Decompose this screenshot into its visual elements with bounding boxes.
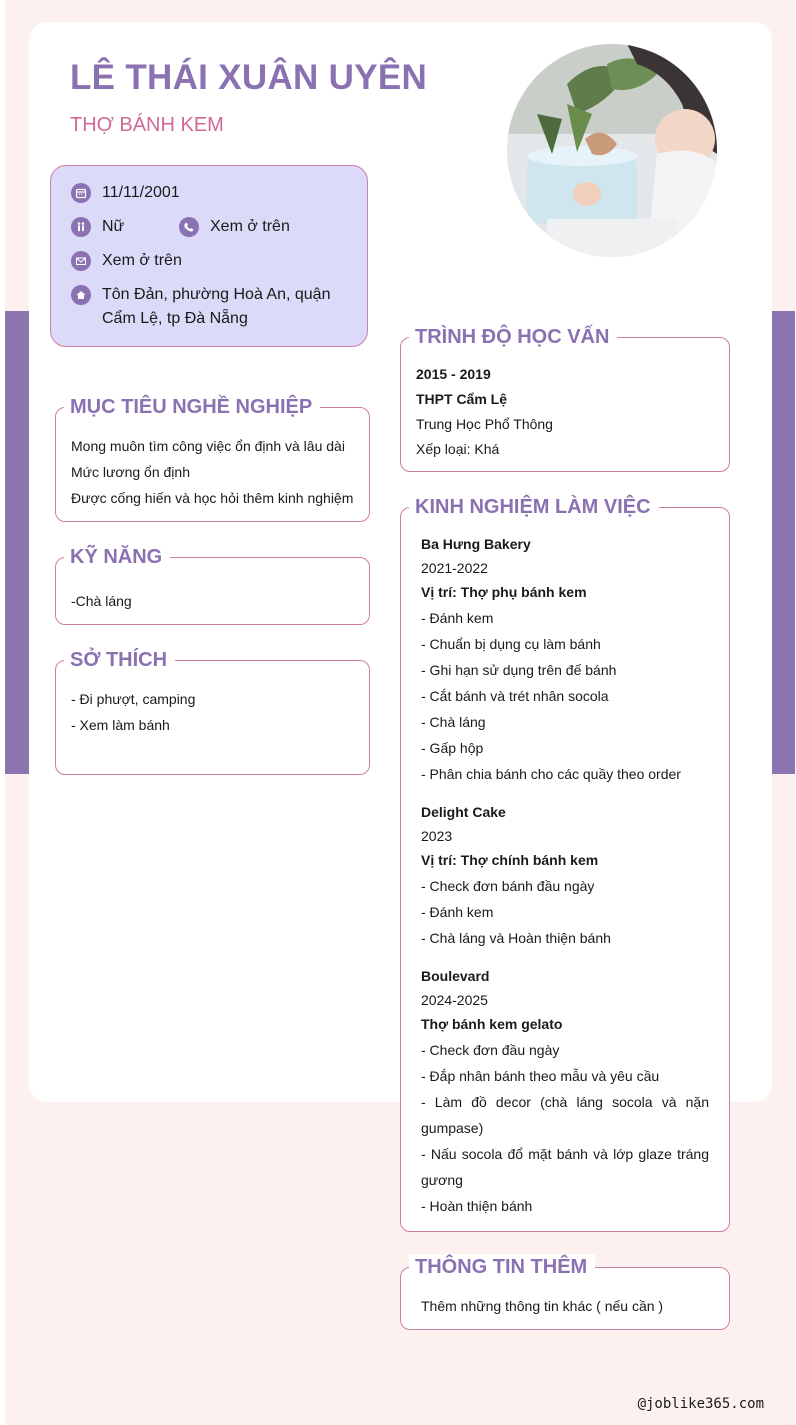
avatar bbox=[507, 44, 717, 257]
job-task: - Đắp nhân bánh theo mẫu và yêu cầu bbox=[421, 1068, 660, 1084]
job-position: Vị trí: Thợ chính bánh kem bbox=[421, 852, 599, 868]
objective-body bbox=[71, 433, 354, 511]
hobbies-title: SỞ THÍCH bbox=[64, 647, 175, 673]
job-task: - Nấu socola đổ mặt bánh và lớp glaze tráng gương bbox=[421, 1146, 709, 1188]
education-section bbox=[400, 326, 730, 472]
mail-icon bbox=[71, 251, 91, 271]
home-icon bbox=[71, 285, 91, 305]
hobbies-section bbox=[55, 649, 370, 775]
job-task: - Chà láng bbox=[421, 714, 486, 730]
gender-row bbox=[71, 215, 124, 239]
job-task: - Ghi hạn sử dụng trên đế bánh bbox=[421, 662, 617, 678]
experience-title: KINH NGHIỆM LÀM VIỆC bbox=[409, 494, 659, 520]
job-company: Delight Cake bbox=[421, 804, 506, 820]
job-task: - Phân chia bánh cho các quầy theo order bbox=[421, 766, 681, 782]
right-accent-band bbox=[772, 311, 795, 774]
job-position: Vị trí: Thợ phụ bánh kem bbox=[421, 584, 587, 600]
education-period: 2015 - 2019 bbox=[416, 366, 491, 382]
education-body bbox=[416, 362, 714, 462]
birthday-value: 11/11/2001 bbox=[102, 184, 180, 201]
contact-info-box bbox=[50, 165, 368, 347]
education-level: Trung Học Phổ Thông bbox=[416, 416, 553, 432]
job-entry bbox=[421, 532, 709, 787]
objective-section bbox=[55, 396, 370, 522]
experience-body bbox=[421, 532, 709, 1219]
phone-row bbox=[179, 215, 290, 239]
gender-icon bbox=[71, 217, 91, 237]
extra-info-section bbox=[400, 1256, 730, 1330]
skills-body bbox=[71, 588, 354, 614]
job-task: - Gấp hộp bbox=[421, 740, 484, 756]
calendar-icon bbox=[71, 183, 91, 203]
candidate-name: LÊ THÁI XUÂN UYÊN bbox=[70, 58, 428, 97]
job-task: - Hoàn thiện bánh bbox=[421, 1198, 533, 1214]
birthday-row bbox=[71, 181, 180, 205]
job-task: - Làm đồ decor (chà láng socola và nặn gumpase) bbox=[421, 1094, 709, 1136]
skills-title: KỸ NĂNG bbox=[64, 544, 170, 570]
education-grade: Xếp loại: Khá bbox=[416, 441, 500, 457]
objective-title: MỤC TIÊU NGHỀ NGHIỆP bbox=[64, 394, 320, 420]
hobby-item: - Đi phượt, camping bbox=[71, 691, 196, 707]
left-accent-band bbox=[5, 311, 30, 774]
address-value: Tôn Đản, phường Hoà An, quận Cẩm Lệ, tp Đà Nẵng bbox=[102, 286, 331, 327]
email-value[interactable]: Xem ở trên bbox=[102, 252, 182, 269]
job-task: - Đánh kem bbox=[421, 610, 494, 626]
job-company: Boulevard bbox=[421, 968, 490, 984]
skill-item: -Chà láng bbox=[71, 593, 132, 609]
skills-section bbox=[55, 546, 370, 625]
job-entry bbox=[421, 800, 709, 951]
phone-icon bbox=[179, 217, 199, 237]
objective-line: Được cống hiến và học hỏi thêm kinh nghiệm bbox=[71, 490, 354, 506]
extra-info-title: THÔNG TIN THÊM bbox=[409, 1254, 595, 1280]
job-task: - Đánh kem bbox=[421, 904, 494, 920]
job-period: 2024-2025 bbox=[421, 992, 488, 1008]
job-period: 2023 bbox=[421, 828, 453, 844]
extra-info-text: Thêm những thông tin khác ( nếu cần ) bbox=[421, 1298, 664, 1314]
job-position: Thợ bánh kem gelato bbox=[421, 1016, 563, 1032]
hobbies-body bbox=[71, 686, 354, 738]
job-title: THỢ BÁNH KEM bbox=[70, 114, 224, 136]
job-entry bbox=[421, 964, 709, 1219]
hobby-item: - Xem làm bánh bbox=[71, 717, 170, 733]
education-title: TRÌNH ĐỘ HỌC VẤN bbox=[409, 324, 617, 350]
job-task: - Chà láng và Hoàn thiện bánh bbox=[421, 930, 611, 946]
job-period: 2021-2022 bbox=[421, 560, 488, 576]
footer-watermark: @joblike365.com bbox=[637, 1396, 764, 1412]
job-task: - Cắt bánh và trét nhân socola bbox=[421, 688, 609, 704]
objective-line: Mong muôn tìm công việc ổn định và lâu dài bbox=[71, 438, 345, 454]
extra-info-body bbox=[421, 1293, 714, 1319]
avatar-photo bbox=[507, 44, 717, 257]
education-school: THPT Cẩm Lệ bbox=[416, 391, 508, 407]
job-company: Ba Hưng Bakery bbox=[421, 536, 531, 552]
job-task: - Check đơn đầu ngày bbox=[421, 1042, 560, 1058]
address-row bbox=[71, 283, 341, 331]
gender-value: Nữ bbox=[102, 218, 125, 235]
phone-value[interactable]: Xem ở trên bbox=[210, 218, 290, 235]
experience-section bbox=[400, 496, 730, 1232]
job-task: - Chuẩn bị dụng cụ làm bánh bbox=[421, 636, 601, 652]
job-task: - Check đơn bánh đầu ngày bbox=[421, 878, 595, 894]
objective-line: Mức lương ổn định bbox=[71, 464, 190, 480]
email-row bbox=[71, 249, 182, 273]
